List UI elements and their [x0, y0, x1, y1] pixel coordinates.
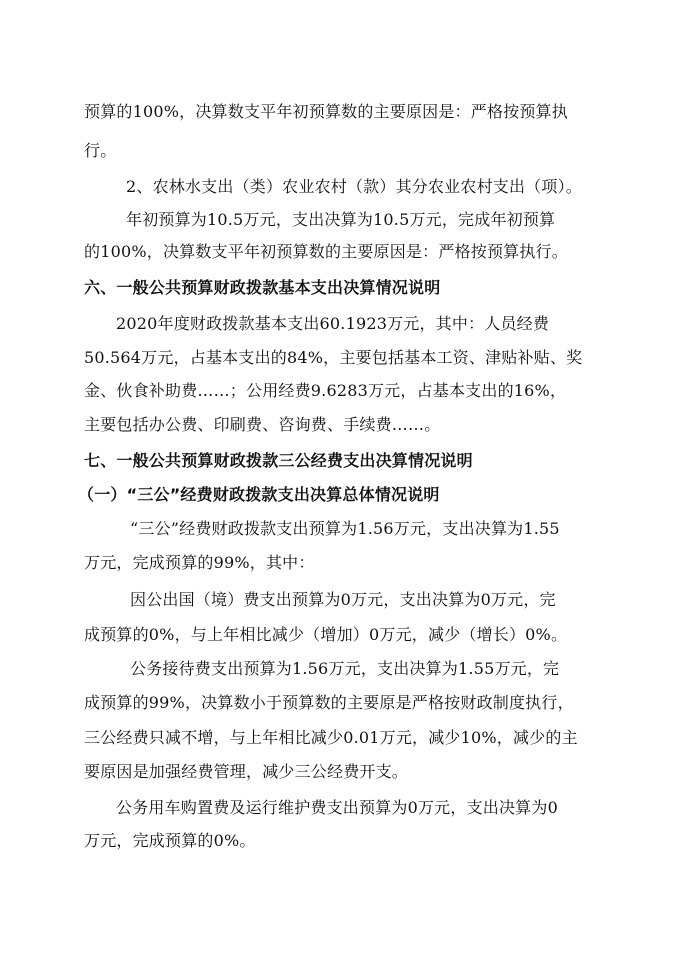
text-line: 要原因是加强经费管理，减少三公经费开支。 — [84, 762, 409, 781]
text-line: 主要包括办公费、印刷费、咨询费、手续费……。 — [84, 415, 441, 434]
text-line: 2、农林水支出（类）农业农村（款）其分农业农村支出（项）。 — [126, 177, 582, 196]
text-line: 公务用车购置费及运行维护费支出预算为0万元，支出决算为0 — [116, 798, 558, 817]
text-line: 50.564万元，占基本支出的84%，主要包括基本工资、津贴补贴、奖 — [84, 348, 583, 367]
text-line: 万元，完成预算的99%，其中： — [84, 553, 315, 572]
text-line: 年初预算为10.5万元，支出决算为10.5万元，完成年初预算 — [126, 210, 556, 229]
subsection-heading-1: （一）“三公”经费财政拨款支出决算总体情况说明 — [78, 485, 440, 504]
text-line: 万元，完成预算的0%。 — [84, 831, 256, 850]
text-line: “三公”经费财政拨款支出预算为1.56万元，支出决算为1.55 — [130, 519, 560, 538]
text-line: 成预算的0%，与上年相比减少（增加）0万元，减少（增长）0%。 — [84, 625, 568, 644]
text-line: 因公出国（境）费支出预算为0万元，支出决算为0万元，完 — [130, 590, 556, 609]
text-line: 2020年度财政拨款基本支出60.1923万元，其中：人员经费 — [116, 314, 550, 333]
section-heading-7: 七、一般公共预算财政拨款三公经费支出决算情况说明 — [84, 451, 473, 470]
text-line: 金、伙食补助费……；公用经费9.6283万元，占基本支出的16%， — [84, 381, 567, 400]
text-line: 公务接待费支出预算为1.56万元，支出决算为1.55万元，完 — [130, 659, 560, 678]
text-line: 行。 — [84, 141, 117, 160]
text-line: 成预算的99%，决算数小于预算数的主要原是严格按财政制度执行， — [84, 693, 574, 712]
section-heading-6: 六、一般公共预算财政拨款基本支出决算情况说明 — [84, 278, 441, 297]
text-line: 预算的100%，决算数支平年初预算数的主要原因是：严格按预算执 — [84, 102, 568, 121]
text-line: 的100%，决算数支平年初预算数的主要原因是：严格按预算执行。 — [84, 242, 568, 261]
text-line: 三公经费只减不增，与上年相比减少0.01万元，减少10%，减少的主 — [84, 728, 578, 747]
